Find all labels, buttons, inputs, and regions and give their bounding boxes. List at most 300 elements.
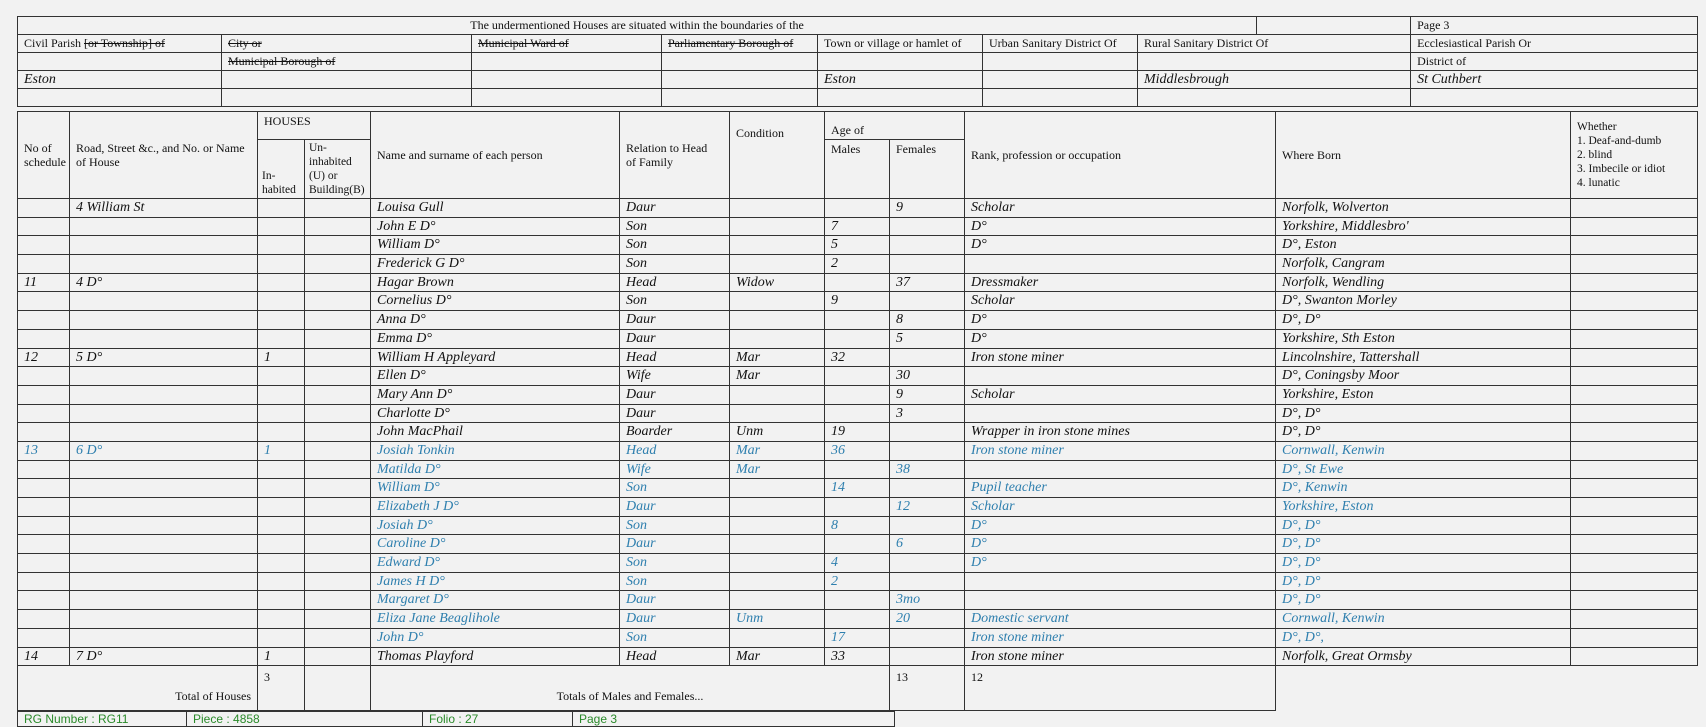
cell-uninhabited bbox=[305, 441, 371, 460]
census-page bbox=[17, 16, 1697, 727]
cell-males bbox=[825, 610, 890, 629]
cell-occupation: Iron stone miner bbox=[965, 647, 1276, 666]
cell-condition bbox=[730, 255, 825, 274]
cell-whether bbox=[1571, 460, 1698, 479]
cell-whether bbox=[1571, 292, 1698, 311]
census-rows bbox=[18, 199, 1698, 666]
cell-road: 4 D° bbox=[70, 273, 258, 292]
total-females-value: 12 bbox=[965, 666, 1276, 711]
footer-page: Page 3 bbox=[573, 712, 895, 727]
table-row bbox=[18, 628, 1698, 647]
cell-schedule bbox=[18, 572, 70, 591]
cell-condition bbox=[730, 498, 825, 517]
cell-males bbox=[825, 367, 890, 386]
cell-road bbox=[70, 311, 258, 330]
cell-females bbox=[890, 441, 965, 460]
value-civil-parish: Eston bbox=[18, 71, 222, 89]
cell-relation: Daur bbox=[620, 610, 730, 629]
cell-schedule bbox=[18, 217, 70, 236]
cell-uninhabited bbox=[305, 479, 371, 498]
cell-where-born: Norfolk, Great Ormsby bbox=[1276, 647, 1571, 666]
cell-occupation bbox=[965, 404, 1276, 423]
table-row bbox=[18, 554, 1698, 573]
cell-schedule bbox=[18, 535, 70, 554]
col-males: Males bbox=[825, 140, 890, 199]
footer-folio: Folio : 27 bbox=[423, 712, 573, 727]
cell-occupation: Iron stone miner bbox=[965, 628, 1276, 647]
cell-where-born: D°, D° bbox=[1276, 404, 1571, 423]
cell-name: Thomas Playford bbox=[371, 647, 620, 666]
cell-name: Mary Ann D° bbox=[371, 385, 620, 404]
cell-males bbox=[825, 311, 890, 330]
table-row bbox=[18, 367, 1698, 386]
cell-schedule: 12 bbox=[18, 348, 70, 367]
table-row bbox=[18, 311, 1698, 330]
cell-inhabited bbox=[258, 628, 305, 647]
cell-name: Anna D° bbox=[371, 311, 620, 330]
cell-females bbox=[890, 292, 965, 311]
cell-name: Frederick G D° bbox=[371, 255, 620, 274]
cell-inhabited: 1 bbox=[258, 348, 305, 367]
cell-inhabited bbox=[258, 423, 305, 442]
cell-inhabited bbox=[258, 479, 305, 498]
cell-whether bbox=[1571, 348, 1698, 367]
cell-where-born: D°, D° bbox=[1276, 535, 1571, 554]
cell-males: 19 bbox=[825, 423, 890, 442]
cell-uninhabited bbox=[305, 628, 371, 647]
cell-occupation: Pupil teacher bbox=[965, 479, 1276, 498]
cell-relation: Son bbox=[620, 479, 730, 498]
cell-whether bbox=[1571, 217, 1698, 236]
cell-females: 9 bbox=[890, 385, 965, 404]
cell-road bbox=[70, 628, 258, 647]
cell-relation: Daur bbox=[620, 535, 730, 554]
table-row bbox=[18, 441, 1698, 460]
cell-occupation: Scholar bbox=[965, 385, 1276, 404]
cell-occupation: Scholar bbox=[965, 199, 1276, 218]
cell-road: 7 D° bbox=[70, 647, 258, 666]
cell-occupation: Dressmaker bbox=[965, 273, 1276, 292]
cell-females: 3mo bbox=[890, 591, 965, 610]
cell-schedule bbox=[18, 311, 70, 330]
cell-schedule bbox=[18, 236, 70, 255]
label-municipal-borough: Municipal Borough of bbox=[222, 53, 472, 71]
table-row bbox=[18, 385, 1698, 404]
cell-condition bbox=[730, 404, 825, 423]
cell-uninhabited bbox=[305, 385, 371, 404]
cell-name: Elizabeth J D° bbox=[371, 498, 620, 517]
cell-relation: Son bbox=[620, 292, 730, 311]
cell-where-born: D°, Coningsby Moor bbox=[1276, 367, 1571, 386]
header-banner: The undermentioned Houses are situated within the boundaries of the bbox=[18, 17, 1257, 35]
cell-occupation: Wrapper in iron stone mines bbox=[965, 423, 1276, 442]
cell-males bbox=[825, 273, 890, 292]
table-row bbox=[18, 423, 1698, 442]
cell-name: Hagar Brown bbox=[371, 273, 620, 292]
cell-relation: Wife bbox=[620, 367, 730, 386]
cell-females bbox=[890, 647, 965, 666]
cell-females: 8 bbox=[890, 311, 965, 330]
cell-males: 14 bbox=[825, 479, 890, 498]
cell-whether bbox=[1571, 311, 1698, 330]
cell-females bbox=[890, 572, 965, 591]
cell-whether bbox=[1571, 255, 1698, 274]
cell-road bbox=[70, 292, 258, 311]
cell-uninhabited bbox=[305, 236, 371, 255]
cell-relation: Daur bbox=[620, 404, 730, 423]
cell-males: 17 bbox=[825, 628, 890, 647]
label-civil-parish: Civil Parish [or Township] of bbox=[18, 35, 222, 53]
cell-females bbox=[890, 628, 965, 647]
cell-uninhabited bbox=[305, 367, 371, 386]
cell-occupation: D° bbox=[965, 535, 1276, 554]
cell-whether bbox=[1571, 367, 1698, 386]
cell-name: Josiah Tonkin bbox=[371, 441, 620, 460]
table-row bbox=[18, 460, 1698, 479]
cell-where-born: D°, D° bbox=[1276, 554, 1571, 573]
table-row bbox=[18, 610, 1698, 629]
cell-name: Margaret D° bbox=[371, 591, 620, 610]
cell-where-born: Cornwall, Kenwin bbox=[1276, 441, 1571, 460]
cell-schedule bbox=[18, 199, 70, 218]
cell-whether bbox=[1571, 628, 1698, 647]
cell-schedule bbox=[18, 479, 70, 498]
cell-road bbox=[70, 404, 258, 423]
cell-uninhabited bbox=[305, 348, 371, 367]
cell-name: John E D° bbox=[371, 217, 620, 236]
cell-condition bbox=[730, 572, 825, 591]
col-whether bbox=[1571, 112, 1698, 199]
cell-condition: Mar bbox=[730, 367, 825, 386]
cell-road bbox=[70, 516, 258, 535]
cell-occupation bbox=[965, 591, 1276, 610]
label-town: Town or village or hamlet of bbox=[818, 35, 983, 53]
cell-name: Cornelius D° bbox=[371, 292, 620, 311]
cell-uninhabited bbox=[305, 516, 371, 535]
total-houses-label: Total of Houses bbox=[18, 666, 258, 711]
col-schedule: No of schedule bbox=[18, 112, 70, 199]
col-occupation: Rank, profession or occupation bbox=[965, 112, 1276, 199]
cell-inhabited bbox=[258, 385, 305, 404]
cell-relation: Son bbox=[620, 628, 730, 647]
cell-where-born: D°, D° bbox=[1276, 423, 1571, 442]
cell-whether bbox=[1571, 385, 1698, 404]
cell-uninhabited bbox=[305, 591, 371, 610]
totals-row bbox=[18, 666, 1698, 711]
cell-males: 7 bbox=[825, 217, 890, 236]
label-municipal-ward: Municipal Ward of bbox=[472, 35, 662, 53]
cell-females: 6 bbox=[890, 535, 965, 554]
cell-road bbox=[70, 572, 258, 591]
cell-where-born: D°, Kenwin bbox=[1276, 479, 1571, 498]
cell-uninhabited bbox=[305, 255, 371, 274]
cell-females bbox=[890, 554, 965, 573]
cell-relation: Daur bbox=[620, 591, 730, 610]
cell-schedule: 13 bbox=[18, 441, 70, 460]
cell-road bbox=[70, 610, 258, 629]
cell-condition: Mar bbox=[730, 647, 825, 666]
cell-relation: Daur bbox=[620, 385, 730, 404]
cell-schedule bbox=[18, 628, 70, 647]
cell-relation: Son bbox=[620, 236, 730, 255]
cell-occupation: Iron stone miner bbox=[965, 348, 1276, 367]
header-labels-row bbox=[18, 35, 1698, 53]
cell-schedule: 14 bbox=[18, 647, 70, 666]
cell-condition bbox=[730, 236, 825, 255]
col-condition: Condition bbox=[730, 112, 825, 199]
cell-occupation bbox=[965, 460, 1276, 479]
cell-males: 2 bbox=[825, 255, 890, 274]
cell-inhabited bbox=[258, 236, 305, 255]
cell-schedule bbox=[18, 367, 70, 386]
header-blank-row bbox=[18, 89, 1698, 107]
cell-name: Charlotte D° bbox=[371, 404, 620, 423]
value-town: Eston bbox=[818, 71, 983, 89]
cell-road bbox=[70, 236, 258, 255]
cell-uninhabited bbox=[305, 498, 371, 517]
cell-females bbox=[890, 217, 965, 236]
cell-occupation: D° bbox=[965, 311, 1276, 330]
cell-uninhabited bbox=[305, 554, 371, 573]
cell-road: 6 D° bbox=[70, 441, 258, 460]
cell-name: James H D° bbox=[371, 572, 620, 591]
cell-inhabited bbox=[258, 199, 305, 218]
cell-name: Ellen D° bbox=[371, 367, 620, 386]
cell-road: 5 D° bbox=[70, 348, 258, 367]
cell-where-born: D°, D° bbox=[1276, 572, 1571, 591]
cell-where-born: D°, Eston bbox=[1276, 236, 1571, 255]
cell-where-born: D°, D° bbox=[1276, 591, 1571, 610]
label-ecclesiastical-parish: Ecclesiastical Parish Or bbox=[1411, 35, 1698, 53]
cell-relation: Son bbox=[620, 572, 730, 591]
whether-3: 3. Imbecile or idiot bbox=[1577, 163, 1666, 175]
cell-uninhabited bbox=[305, 404, 371, 423]
cell-schedule bbox=[18, 292, 70, 311]
cell-uninhabited bbox=[305, 535, 371, 554]
cell-relation: Head bbox=[620, 647, 730, 666]
cell-condition bbox=[730, 535, 825, 554]
table-row bbox=[18, 535, 1698, 554]
cell-inhabited bbox=[258, 535, 305, 554]
cell-relation: Son bbox=[620, 255, 730, 274]
cell-condition bbox=[730, 292, 825, 311]
cell-where-born: Yorkshire, Sth Eston bbox=[1276, 329, 1571, 348]
cell-condition bbox=[730, 516, 825, 535]
col-females: Females bbox=[890, 140, 965, 199]
header-page: Page 3 bbox=[1411, 17, 1698, 35]
cell-females bbox=[890, 423, 965, 442]
cell-where-born: Cornwall, Kenwin bbox=[1276, 610, 1571, 629]
cell-uninhabited bbox=[305, 217, 371, 236]
cell-relation: Head bbox=[620, 348, 730, 367]
cell-whether bbox=[1571, 404, 1698, 423]
table-row bbox=[18, 348, 1698, 367]
cell-males: 32 bbox=[825, 348, 890, 367]
cell-condition bbox=[730, 217, 825, 236]
footer-rg-number: RG Number : RG11 bbox=[18, 712, 187, 727]
cell-where-born: Norfolk, Wendling bbox=[1276, 273, 1571, 292]
cell-males: 8 bbox=[825, 516, 890, 535]
col-name: Name and surname of each person bbox=[371, 112, 620, 199]
label-parliamentary-borough: Parliamentary Borough of bbox=[662, 35, 818, 53]
cell-whether bbox=[1571, 441, 1698, 460]
cell-inhabited bbox=[258, 217, 305, 236]
cell-males bbox=[825, 498, 890, 517]
cell-males: 2 bbox=[825, 572, 890, 591]
cell-schedule: 11 bbox=[18, 273, 70, 292]
cell-inhabited bbox=[258, 367, 305, 386]
cell-inhabited: 1 bbox=[258, 647, 305, 666]
cell-inhabited bbox=[258, 311, 305, 330]
cell-road bbox=[70, 554, 258, 573]
table-row bbox=[18, 516, 1698, 535]
cell-road bbox=[70, 460, 258, 479]
cell-condition: Mar bbox=[730, 460, 825, 479]
cell-condition bbox=[730, 199, 825, 218]
table-row bbox=[18, 404, 1698, 423]
column-header-row bbox=[18, 112, 1698, 140]
table-row bbox=[18, 591, 1698, 610]
table-row bbox=[18, 572, 1698, 591]
label-rural-district: Rural Sanitary District Of bbox=[1138, 35, 1411, 53]
cell-schedule bbox=[18, 423, 70, 442]
cell-where-born: D°, D° bbox=[1276, 516, 1571, 535]
cell-occupation bbox=[965, 572, 1276, 591]
cell-relation: Wife bbox=[620, 460, 730, 479]
table-row bbox=[18, 273, 1698, 292]
cell-where-born: Norfolk, Wolverton bbox=[1276, 199, 1571, 218]
cell-females: 37 bbox=[890, 273, 965, 292]
cell-relation: Boarder bbox=[620, 423, 730, 442]
cell-whether bbox=[1571, 535, 1698, 554]
cell-where-born: Yorkshire, Eston bbox=[1276, 498, 1571, 517]
cell-uninhabited bbox=[305, 329, 371, 348]
table-row bbox=[18, 255, 1698, 274]
cell-whether bbox=[1571, 554, 1698, 573]
cell-females: 5 bbox=[890, 329, 965, 348]
footer-piece: Piece : 4858 bbox=[187, 712, 423, 727]
cell-females: 12 bbox=[890, 498, 965, 517]
cell-schedule bbox=[18, 385, 70, 404]
table-row bbox=[18, 236, 1698, 255]
cell-relation: Daur bbox=[620, 199, 730, 218]
cell-where-born: D°, D°, bbox=[1276, 628, 1571, 647]
label-district-of: District of bbox=[1411, 53, 1698, 71]
cell-schedule bbox=[18, 404, 70, 423]
cell-whether bbox=[1571, 572, 1698, 591]
cell-condition bbox=[730, 385, 825, 404]
cell-occupation bbox=[965, 255, 1276, 274]
cell-name: Caroline D° bbox=[371, 535, 620, 554]
cell-uninhabited bbox=[305, 460, 371, 479]
whether-4: 4. lunatic bbox=[1577, 177, 1620, 189]
cell-females bbox=[890, 236, 965, 255]
cell-females bbox=[890, 516, 965, 535]
cell-name: John D° bbox=[371, 628, 620, 647]
table-row bbox=[18, 217, 1698, 236]
cell-whether bbox=[1571, 647, 1698, 666]
cell-males bbox=[825, 460, 890, 479]
cell-inhabited bbox=[258, 610, 305, 629]
cell-name: Louisa Gull bbox=[371, 199, 620, 218]
cell-road bbox=[70, 423, 258, 442]
cell-whether bbox=[1571, 498, 1698, 517]
whether-2: 2. blind bbox=[1577, 149, 1613, 161]
cell-road bbox=[70, 498, 258, 517]
cell-occupation: Iron stone miner bbox=[965, 441, 1276, 460]
col-age-of: Age of bbox=[825, 112, 965, 140]
cell-condition: Unm bbox=[730, 423, 825, 442]
cell-males: 9 bbox=[825, 292, 890, 311]
cell-condition bbox=[730, 628, 825, 647]
header-labels-row-2 bbox=[18, 53, 1698, 71]
cell-where-born: Norfolk, Cangram bbox=[1276, 255, 1571, 274]
header-values-row bbox=[18, 71, 1698, 89]
cell-occupation: D° bbox=[965, 516, 1276, 535]
value-rural-district: Middlesbrough bbox=[1138, 71, 1411, 89]
cell-uninhabited bbox=[305, 572, 371, 591]
cell-occupation: Scholar bbox=[965, 292, 1276, 311]
cell-relation: Daur bbox=[620, 311, 730, 330]
cell-name: William D° bbox=[371, 479, 620, 498]
cell-road bbox=[70, 255, 258, 274]
cell-males bbox=[825, 329, 890, 348]
table-row bbox=[18, 647, 1698, 666]
cell-inhabited bbox=[258, 329, 305, 348]
cell-females: 30 bbox=[890, 367, 965, 386]
table-row bbox=[18, 498, 1698, 517]
cell-uninhabited bbox=[305, 273, 371, 292]
col-houses: HOUSES bbox=[258, 112, 371, 140]
label-urban-district: Urban Sanitary District Of bbox=[983, 35, 1138, 53]
cell-uninhabited bbox=[305, 423, 371, 442]
cell-condition: Unm bbox=[730, 610, 825, 629]
cell-occupation: Scholar bbox=[965, 498, 1276, 517]
table-row bbox=[18, 479, 1698, 498]
cell-males: 33 bbox=[825, 647, 890, 666]
cell-schedule bbox=[18, 610, 70, 629]
cell-whether bbox=[1571, 516, 1698, 535]
cell-whether bbox=[1571, 423, 1698, 442]
cell-condition: Mar bbox=[730, 441, 825, 460]
cell-condition: Mar bbox=[730, 348, 825, 367]
cell-inhabited bbox=[258, 516, 305, 535]
cell-road bbox=[70, 329, 258, 348]
cell-schedule bbox=[18, 591, 70, 610]
cell-relation: Son bbox=[620, 217, 730, 236]
cell-where-born: D°, St Ewe bbox=[1276, 460, 1571, 479]
cell-uninhabited bbox=[305, 647, 371, 666]
whether-1: 1. Deaf-and-dumb bbox=[1577, 135, 1662, 147]
cell-relation: Son bbox=[620, 554, 730, 573]
cell-occupation: Domestic servant bbox=[965, 610, 1276, 629]
cell-whether bbox=[1571, 199, 1698, 218]
cell-name: John MacPhail bbox=[371, 423, 620, 442]
cell-condition bbox=[730, 591, 825, 610]
cell-name: William D° bbox=[371, 236, 620, 255]
header-banner-row bbox=[18, 17, 1698, 35]
cell-road bbox=[70, 479, 258, 498]
cell-females: 9 bbox=[890, 199, 965, 218]
col-road: Road, Street &c., and No. or Name of House bbox=[70, 112, 258, 199]
col-inhabited: In-habited bbox=[258, 140, 305, 199]
cell-where-born: Lincolnshire, Tattershall bbox=[1276, 348, 1571, 367]
col-relation: Relation to Head of Family bbox=[620, 112, 730, 199]
cell-males bbox=[825, 404, 890, 423]
cell-name: Eliza Jane Beaglihole bbox=[371, 610, 620, 629]
cell-schedule bbox=[18, 498, 70, 517]
total-houses-value: 3 bbox=[258, 666, 305, 711]
